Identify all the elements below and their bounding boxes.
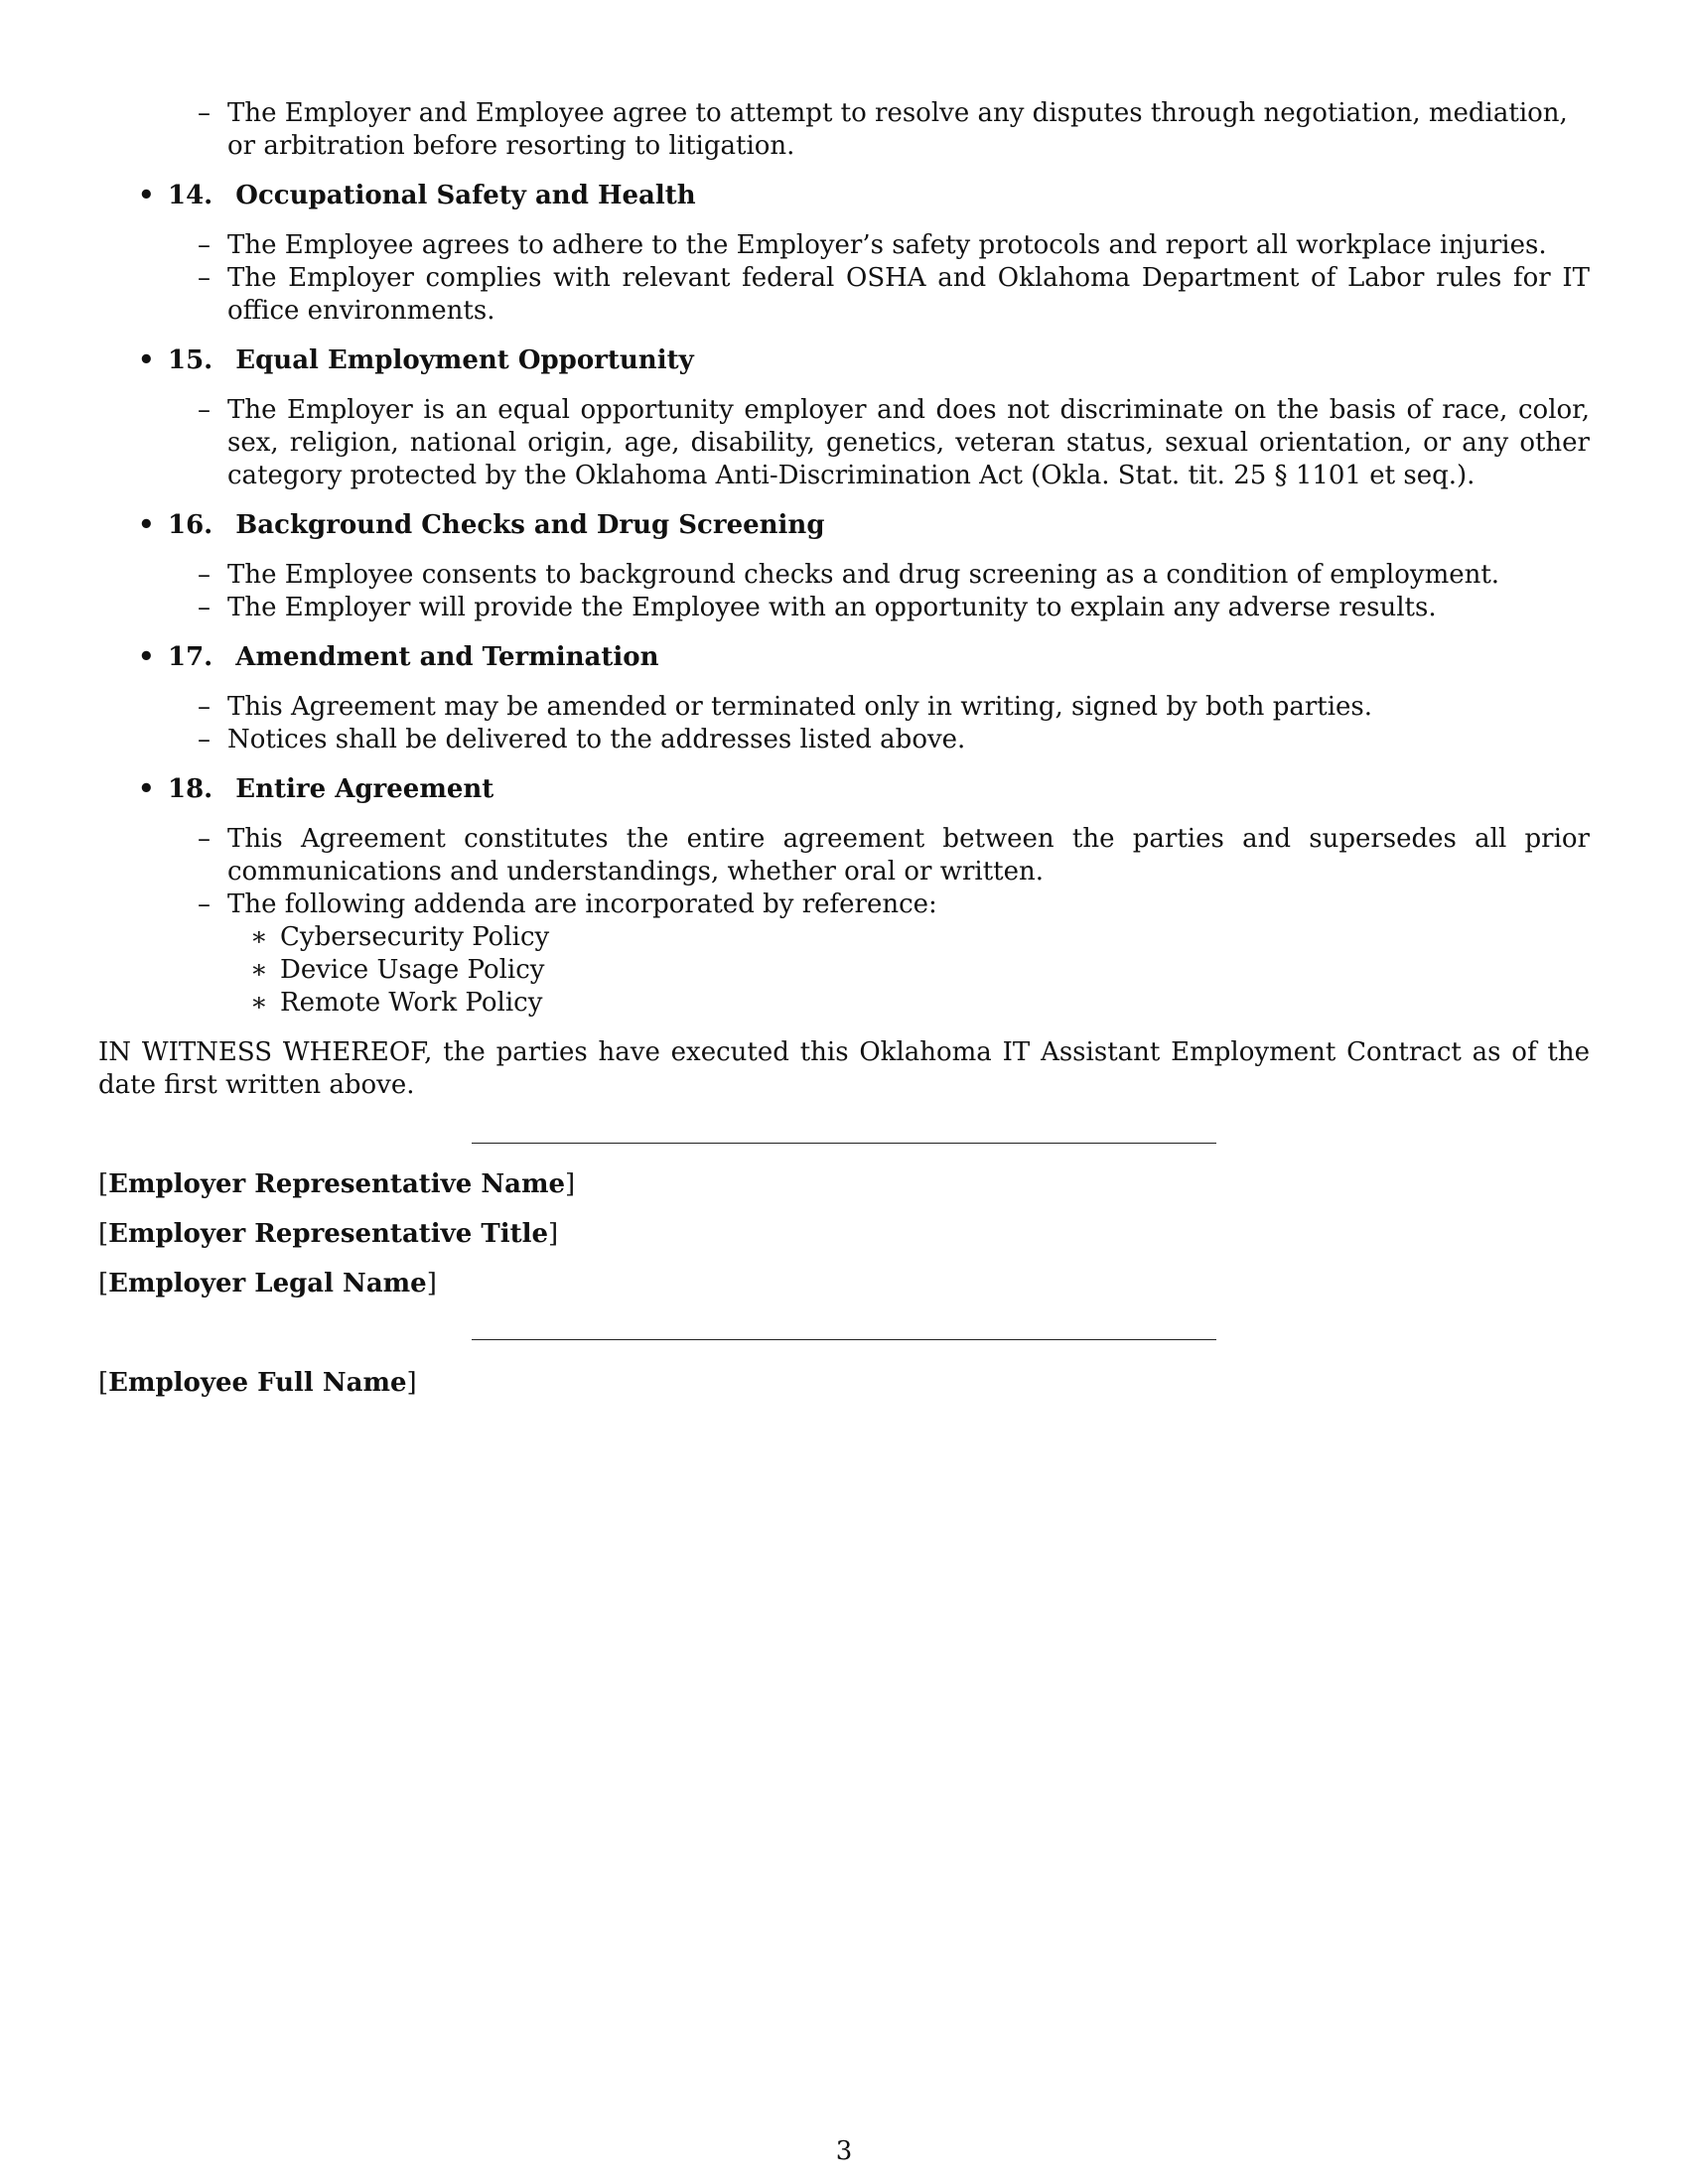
witness-clause: IN WITNESS WHEREOF, the parties have executed this Oklahoma IT Assistant Employment Contract as of the date first written above. [98, 1037, 1590, 1100]
item-text: The Employer is an equal opportunity employer and does not discriminate on the basis of race, color, sex, religion, national origin, age, disability, genetics, veteran status, sexual orientation, or any other category protected by the Oklahoma Anti-Discrimination Act (Okla. Stat. tit. 25 § 1101 et seq.). [227, 395, 1590, 490]
item-text: This Agreement constitutes the entire agreement between the parties and supersedes all prior communications and understandings, whether oral or written. [227, 824, 1590, 887]
sub-item-list [98, 394, 1590, 492]
item-text: The Employee consents to background checks and drug screening as a condition of employment. [227, 560, 1500, 590]
section-number: 14. [168, 181, 213, 210]
dash-marker: – [198, 395, 211, 425]
bullet-marker: • [138, 510, 155, 540]
section-title: Entire Agreement [235, 774, 494, 804]
dash-marker: – [198, 98, 211, 128]
carryover-item [98, 97, 1590, 163]
employer-rep-title: [Employer Representative Title] [98, 1219, 559, 1249]
section-title: Amendment and Termination [235, 642, 659, 672]
addendum-item [98, 954, 1590, 987]
sub-item-list [98, 229, 1590, 328]
dash-marker: – [198, 593, 211, 622]
section-number: 15. [168, 345, 213, 375]
section-heading [98, 773, 1590, 806]
dash-marker: – [198, 889, 211, 919]
employee-full-name-text: Employee Full Name [108, 1368, 407, 1398]
item-text: This Agreement may be amended or terminated only in writing, signed by both parties. [227, 692, 1373, 722]
dash-marker: – [198, 824, 211, 854]
section-heading [98, 641, 1590, 674]
list-item [98, 888, 1590, 921]
dash-marker: – [198, 692, 211, 722]
employer-rep-name: [Employer Representative Name] [98, 1169, 576, 1199]
list-item [98, 592, 1590, 624]
list-item [98, 229, 1590, 262]
dash-marker: – [198, 230, 211, 260]
section-heading [98, 509, 1590, 542]
employer-rep-name-text: Employer Representative Name [108, 1169, 566, 1199]
employer-rep-title-text: Employer Representative Title [108, 1219, 549, 1249]
section-17 [98, 641, 1590, 756]
dash-marker: – [198, 560, 211, 590]
sub-item-list [98, 823, 1590, 1020]
item-text: Notices shall be delivered to the addresses listed above. [227, 725, 966, 754]
section-14 [98, 180, 1590, 328]
section-15 [98, 344, 1590, 492]
employer-legal-name: [Employer Legal Name] [98, 1269, 437, 1298]
section-title: Background Checks and Drug Screening [235, 510, 825, 540]
list-item [98, 559, 1590, 592]
bullet-marker: • [138, 345, 155, 375]
addendum-text: Remote Work Policy [280, 988, 543, 1018]
section-16 [98, 509, 1590, 624]
section-number: 17. [168, 642, 213, 672]
addendum-text: Cybersecurity Policy [280, 922, 550, 952]
contract-page [98, 97, 1590, 1128]
addendum-item [98, 987, 1590, 1020]
list-item [98, 691, 1590, 724]
asterisk-marker: ∗ [250, 922, 268, 952]
dash-marker: – [198, 263, 211, 293]
section-title: Equal Employment Opportunity [235, 345, 694, 375]
employee-full-name: [Employee Full Name] [98, 1368, 417, 1398]
item-text: The Employer will provide the Employee with an opportunity to explain any adverse results. [227, 593, 1437, 622]
employer-legal-name-text: Employer Legal Name [108, 1269, 427, 1298]
section-number: 18. [168, 774, 213, 804]
addendum-text: Device Usage Policy [280, 955, 545, 985]
section-18 [98, 773, 1590, 1020]
asterisk-marker: ∗ [250, 955, 268, 985]
list-item [98, 262, 1590, 328]
bullet-marker: • [138, 181, 155, 210]
page-number: 3 [835, 2136, 853, 2166]
section-title: Occupational Safety and Health [235, 181, 696, 210]
section-heading [98, 344, 1590, 377]
bullet-marker: • [138, 642, 155, 672]
item-text: The Employer complies with relevant federal OSHA and Oklahoma Department of Labor rules for IT office environments. [227, 263, 1590, 326]
item-text: The Employee agrees to adhere to the Employer’s safety protocols and report all workplace injuries. [227, 230, 1547, 260]
sub-item-list [98, 691, 1590, 756]
list-item [98, 394, 1590, 492]
list-item [98, 823, 1590, 888]
section-heading [98, 180, 1590, 212]
list-item [98, 724, 1590, 756]
sub-item-list [98, 559, 1590, 624]
carryover-text: The Employer and Employee agree to attempt to resolve any disputes through negotiation, mediation, or arbitration before resorting to litigation. [227, 98, 1568, 161]
item-text: The following addenda are incorporated by reference: [227, 889, 937, 919]
dash-marker: – [198, 725, 211, 754]
employee-signature-line [472, 1339, 1216, 1340]
addendum-item [98, 921, 1590, 954]
employer-signature-line [472, 1143, 1216, 1144]
bullet-marker: • [138, 774, 155, 804]
asterisk-marker: ∗ [250, 988, 268, 1018]
section-number: 16. [168, 510, 213, 540]
